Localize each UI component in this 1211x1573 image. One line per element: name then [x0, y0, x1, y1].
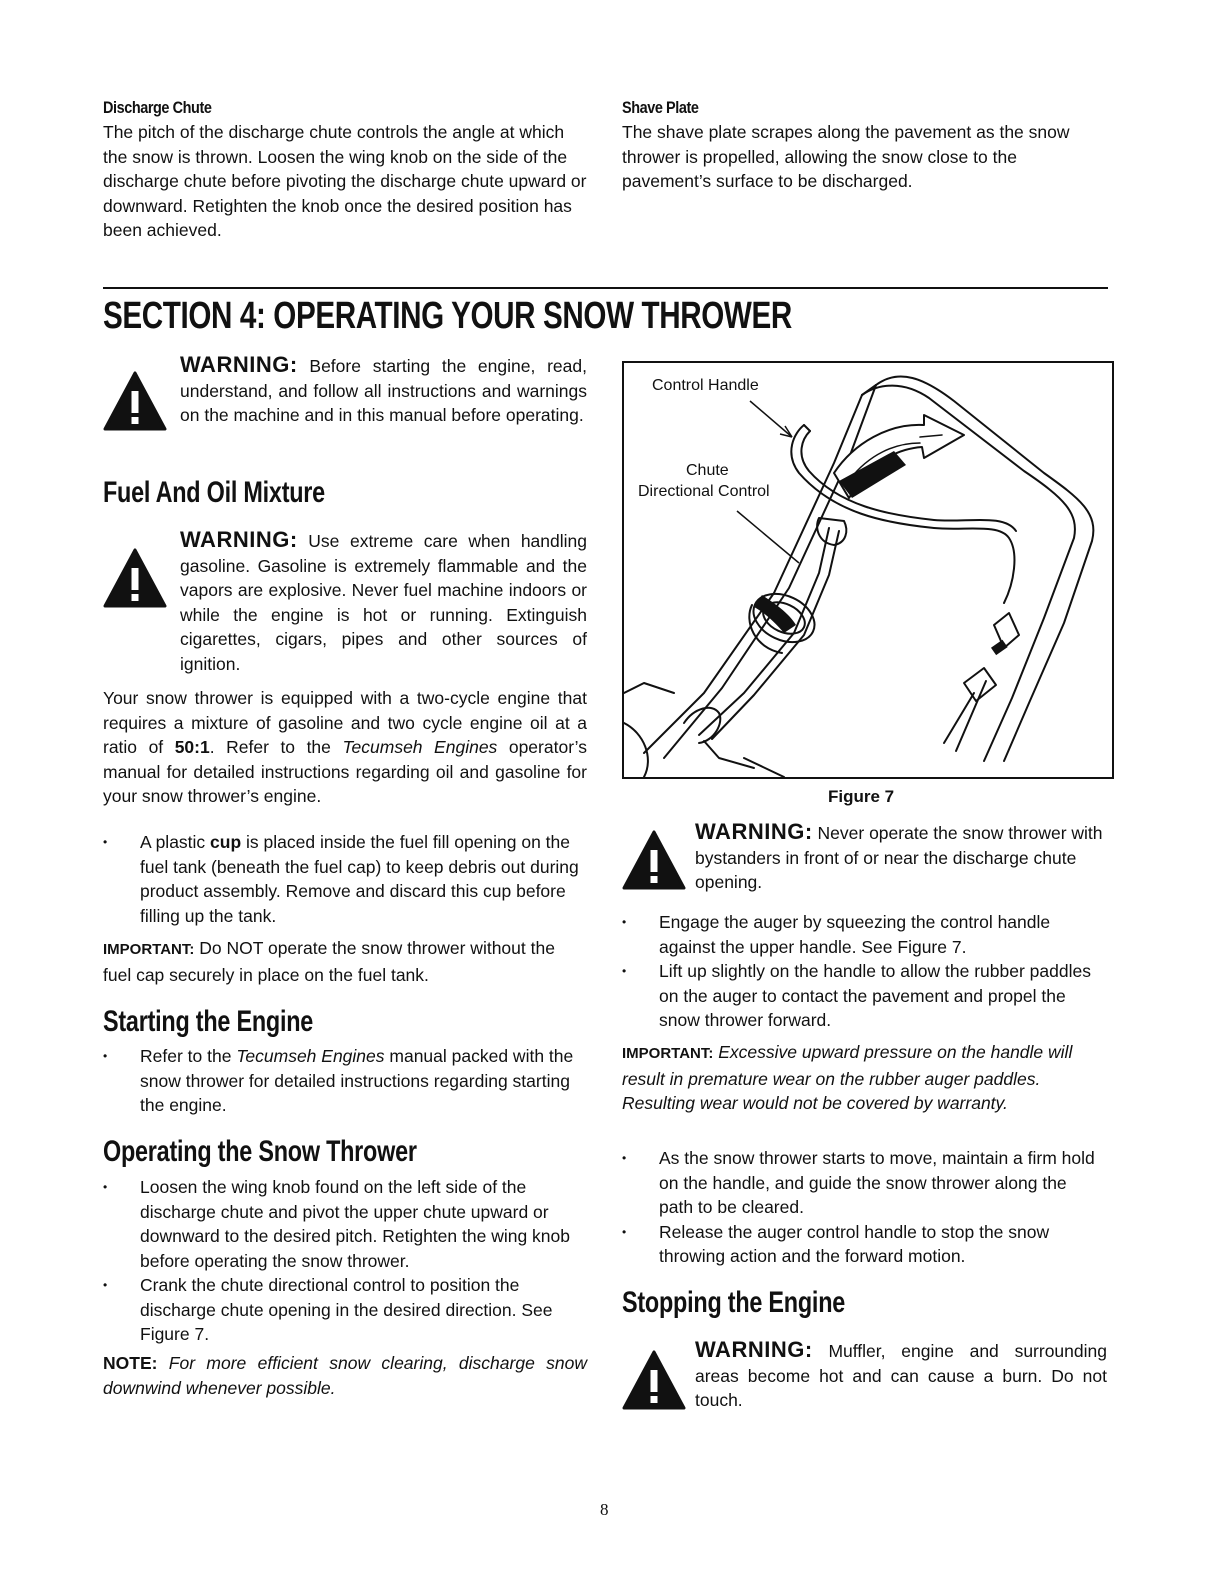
figure-caption: Figure 7	[828, 787, 895, 806]
list-item	[103, 830, 587, 928]
stopping-engine-heading: Stopping the Engine	[622, 1286, 846, 1319]
manual-reference: Tecumseh Engines	[342, 737, 498, 757]
bullet-text-a: A plastic	[140, 832, 211, 852]
fuel-ratio: 50:1	[174, 737, 210, 757]
bullet-text: Engage the auger by squeezing the control handle against the upper handle. See Figure 7.	[659, 912, 1051, 957]
shave-plate-text: The shave plate scrapes along the pavement as the snow thrower is propelled, allowing the snow close to the pavement’s surface to be discharged.	[622, 122, 1070, 191]
bullet-icon: •	[103, 1278, 108, 1292]
warning-text: Use extreme care when handling gasoline. Gasoline is extremely flammable and the vapors are explosive. Never fuel machine indoors or while the engine is hot or running. Extinguish cigarettes, cigars, pipes and other sources of ignition.	[180, 531, 587, 674]
bullet-icon: •	[103, 835, 108, 849]
warning-block-muffler	[622, 1338, 1110, 1418]
note-label: NOTE:	[103, 1353, 158, 1373]
fuel-oil-heading: Fuel And Oil Mixture	[103, 476, 325, 509]
manual-reference: Tecumseh Engines	[236, 1046, 385, 1066]
note-text: For more efficient snow clearing, discharge snow downwind whenever possible.	[103, 1353, 587, 1398]
warning-label: WARNING:	[695, 1337, 813, 1362]
warning-label: WARNING:	[180, 527, 298, 552]
operating-bullet-list	[103, 1175, 587, 1347]
shave-plate-block	[622, 98, 1092, 194]
bullet-icon: •	[622, 915, 627, 929]
important-upward-pressure	[622, 1040, 1104, 1116]
fuel-bullet-list	[103, 830, 587, 928]
bullet-icon: •	[103, 1049, 108, 1063]
important-label: IMPORTANT:	[622, 1045, 714, 1062]
fuel-text-b: . Refer to the	[209, 737, 343, 757]
bullet-text: Lift up slightly on the handle to allow the rubber paddles on the auger to contact the pavement and propel the snow thrower forward.	[659, 961, 1091, 1030]
bullet-icon: •	[622, 964, 627, 978]
important-text: Do NOT operate the snow thrower without the fuel cap securely in place on the fuel tank.	[103, 938, 555, 985]
shave-plate-heading: Shave Plate	[622, 98, 699, 117]
bullet-text: Crank the chute directional control to position the discharge chute opening in the desired direction. See Figure 7.	[140, 1275, 553, 1344]
operation-bullet-list	[622, 1146, 1104, 1269]
warning-triangle-icon	[103, 371, 167, 431]
page-number: 8	[600, 1500, 609, 1519]
warning-block-bystanders	[622, 820, 1110, 900]
bullet-text: Loosen the wing knob found on the left side of the discharge chute and pivot the upper chute upward or downward to the desired pitch. Retighten the wing knob before operating the snow thrower.	[140, 1177, 570, 1271]
list-item	[103, 1044, 587, 1118]
fuel-paragraph	[103, 686, 587, 809]
important-label: IMPORTANT:	[103, 941, 195, 958]
list-item	[103, 1273, 587, 1347]
bullet-text-a: Refer to the	[140, 1046, 237, 1066]
warning-triangle-icon	[103, 548, 167, 608]
list-item	[622, 910, 1100, 959]
figure-label-directional-control: Directional Control	[638, 483, 770, 500]
note-downwind	[103, 1351, 587, 1400]
auger-bullet-list	[622, 910, 1100, 1033]
figure-label-chute: Chute	[686, 462, 729, 479]
warning-text: Never operate the snow thrower with bystanders in front of or near the discharge chute opening.	[695, 823, 1103, 892]
snow-thrower-handle-illustration	[624, 363, 1112, 777]
bullet-text: As the snow thrower starts to move, maintain a firm hold on the handle, and guide the snow thrower along the path to be cleared.	[659, 1148, 1095, 1217]
list-item	[622, 1220, 1104, 1269]
fuel-text-a: Your snow thrower is equipped with a two-cycle engine that requires a mixture of gasoline and two cycle engine oil at a ratio of	[103, 688, 587, 757]
bullet-icon: •	[103, 1180, 108, 1194]
warning-text: Before starting the engine, read, understand, and follow all instructions and warnings on the machine and in this manual before operating.	[180, 356, 587, 425]
list-item	[622, 1146, 1104, 1220]
bullet-icon: •	[622, 1224, 627, 1239]
list-item	[103, 1175, 587, 1273]
discharge-chute-heading: Discharge Chute	[103, 98, 212, 117]
warning-label: WARNING:	[180, 352, 298, 377]
warning-block-fuel	[103, 528, 588, 676]
warning-label: WARNING:	[695, 819, 813, 844]
bullet-text-b: manual packed with the snow thrower for detailed instructions regarding starting the engine.	[140, 1046, 574, 1115]
warning-bystanders-content	[695, 820, 1110, 895]
list-item	[622, 959, 1100, 1033]
warning-triangle-icon	[622, 1350, 686, 1410]
warning-general-content	[180, 353, 587, 428]
bullet-cup: cup	[210, 832, 242, 852]
warning-fuel-content	[180, 528, 587, 676]
warning-text: Muffler, engine and surrounding areas become hot and can cause a burn. Do not touch.	[695, 1341, 1107, 1410]
section-title: SECTION 4: OPERATING YOUR SNOW THROWER	[103, 295, 792, 337]
bullet-text-b: is placed inside the fuel fill opening on the fuel tank (beneath the fuel cap) to keep debris out during product assembly. Remove and discard this cup before filling up the tank.	[140, 832, 579, 926]
warning-block-general	[103, 353, 588, 473]
important-text: Excessive upward pressure on the handle will result in premature wear on the rubber auger paddles. Resulting wear would not be covered by warranty.	[622, 1042, 1073, 1113]
warning-muffler-content	[695, 1338, 1107, 1413]
figure-7-box	[622, 361, 1114, 779]
operating-heading: Operating the Snow Thrower	[103, 1135, 417, 1168]
bullet-text: Release the auger control handle to stop the snow throwing action and the forward motion.	[659, 1221, 1050, 1266]
starting-engine-heading: Starting the Engine	[103, 1005, 314, 1038]
bullet-icon: •	[622, 1151, 627, 1165]
discharge-chute-text: The pitch of the discharge chute controls the angle at which the snow is thrown. Loosen the wing knob on the side of the discharge chute before pivoting the discharge chute upward or downward. Retighten the knob once the desired position has been achieved.	[103, 122, 587, 240]
fuel-text-c: operator’s manual for detailed instructions regarding oil and gasoline for your snow thrower’s engine.	[103, 737, 587, 806]
starting-bullet-list	[103, 1044, 587, 1118]
important-fuel-cap	[103, 936, 587, 987]
figure-label-control-handle: Control Handle	[652, 377, 759, 394]
discharge-chute-block	[103, 98, 593, 243]
section-divider	[103, 287, 1108, 289]
warning-triangle-icon	[622, 830, 686, 890]
